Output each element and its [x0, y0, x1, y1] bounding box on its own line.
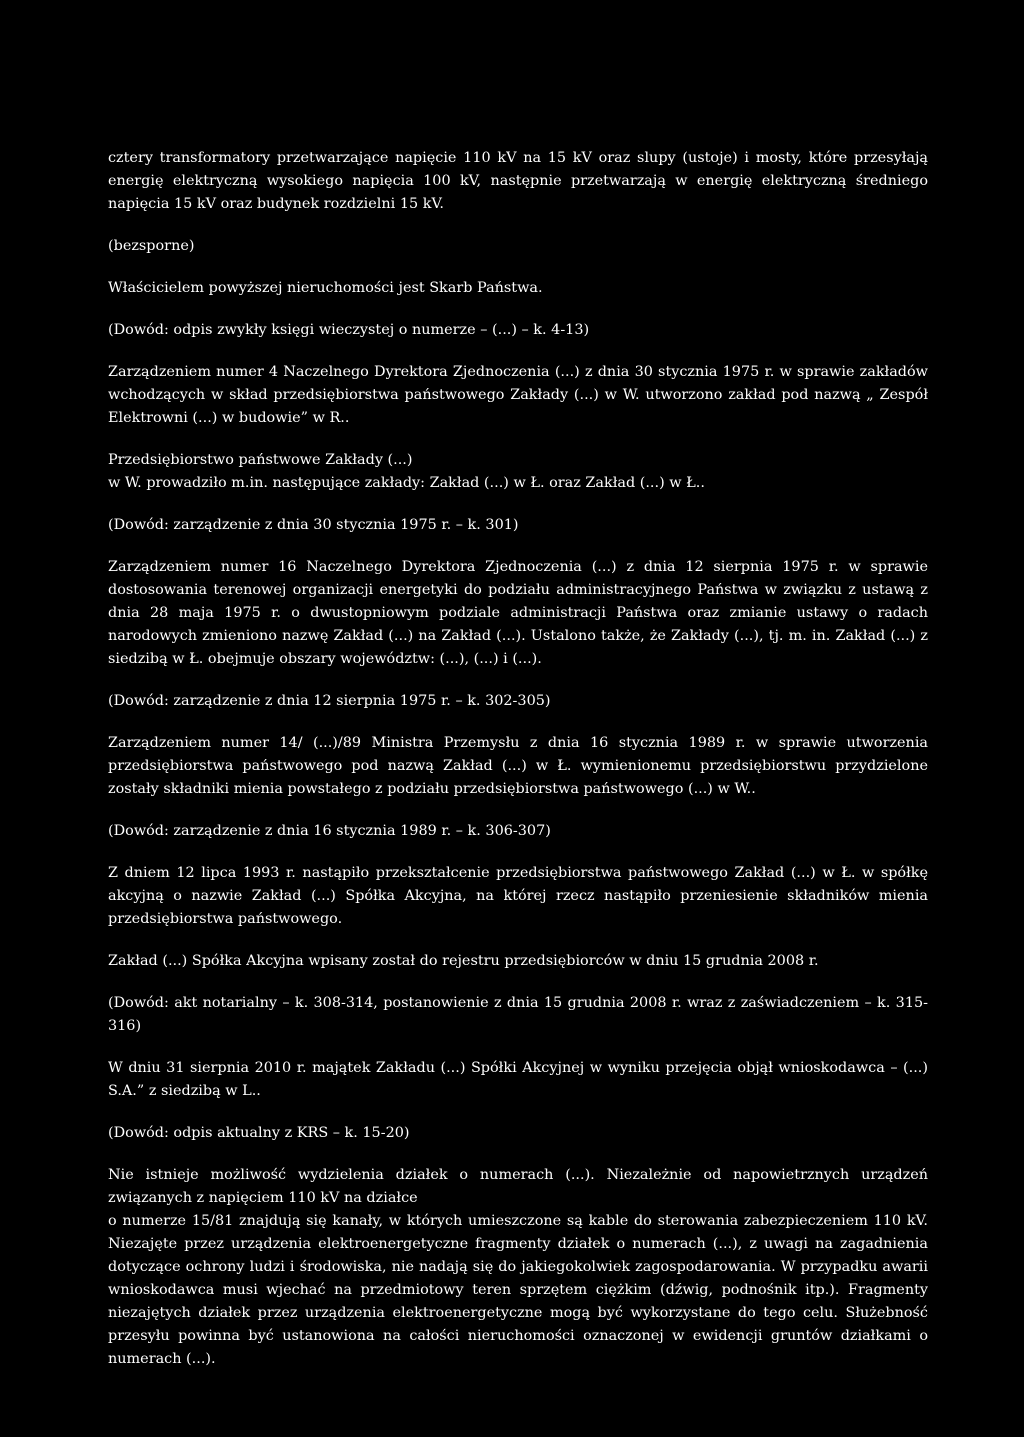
- paragraph-order-1989: Zarządzeniem numer 14/ (...)/89 Ministra Przemysłu z dnia 16 stycznia 1989 r. w sprawie utworzenia przedsiębiorstwa państwowego pod nazwą Zakład (...) w Ł. wymienionemu przedsiębiorstwu przydzielone zostały składniki mienia powstałego z podziału przedsiębiorstwa państwowego (...) w W..: [108, 735, 928, 797]
- paragraph-order-1975-january: Zarządzeniem numer 4 Naczelnego Dyrektora Zjednoczenia (...) z dnia 30 stycznia 1975 r. w sprawie zakładów wchodzących w skład przedsiębiorstwa państwowego Zakłady (...) w W. utworzono zakład pod nazwą „ Zespół Elektrowni (...) w budowie” w R..: [108, 364, 928, 426]
- paragraph-registration-2008: Zakład (...) Spółka Akcyjna wpisany został do rejestru przedsiębiorców w dniu 15 grudnia 2008 r.: [108, 953, 819, 969]
- paragraph-evidence-order-january: (Dowód: zarządzenie z dnia 30 stycznia 1975 r. – k. 301): [108, 517, 519, 533]
- paragraph-order-1975-august: Zarządzeniem numer 16 Naczelnego Dyrektora Zjednoczenia (...) z dnia 12 sierpnia 1975 r. w sprawie dostosowania terenowej organizacji energetyki do podziału administracyjnego Państwa w związku z ustawą z dnia 28 maja 1975 r. o dwustopniowym podziale administracji Państwa oraz zmianie ustawy o radach narodowych zmieniono nazwę Zakład (...) na Zakład (...). Ustalono także, że Zakłady (...), tj. m. in. Zakład (...) z siedzibą w Ł. obejmuje obszary województw: (...), (...) i (...).: [108, 559, 928, 667]
- paragraph-evidence-order-1989: (Dowód: zarządzenie z dnia 16 stycznia 1989 r. – k. 306-307): [108, 823, 551, 839]
- paragraph-owner: Właścicielem powyższej nieruchomości jest Skarb Państwa.: [108, 280, 543, 296]
- paragraph-undisputed: (bezsporne): [108, 238, 195, 254]
- paragraph-substation-description: cztery transformatory przetwarzające napięcie 110 kV na 15 kV oraz slupy (ustoje) i mosty, które przesyłają energię elektryczną wysokiego napięcia 100 kV, następnie przetwarzają w energię elektryczną średniego napięcia 15 kV oraz budynek rozdzielni 15 kV.: [108, 150, 928, 212]
- paragraph-transformation-1993: Z dniem 12 lipca 1993 r. nastąpiło przekształcenie przedsiębiorstwa państwowego Zakład (...) w Ł. w spółkę akcyjną o nazwie Zakład (...) Spółka Akcyjna, na której rzecz nastąpiło przeniesienie składników mienia przedsiębiorstwa państwowego.: [108, 865, 928, 927]
- paragraph-cable-channels: o numerze 15/81 znajdują się kanały, w których umieszczone są kable do sterowania zabezpieczeniem 110 kV. Niezajęte przez urządzenia elektroenergetyczne fragmenty działek o numerach (...), z uwagi na zagadnienia dotyczące ochrony ludzi i środowiska, nie nadają się do jakiegokolwiek zagospodarowania. W przypadku awarii wnioskodawca musi wjechać na przedmiotowy teren sprzętem ciężkim (dźwig, podnośnik itp.). Fragmenty niezajętych działek przez urządzenia elektroenergetyczne mogą być wykorzystane do tego celu. Służebność przesyłu powinna być ustanowiona na całości nieruchomości oznaczonej w ewidencji gruntów działkami o numerach (...).: [108, 1213, 928, 1367]
- paragraph-no-plot-division: Nie istnieje możliwość wydzielenia działek o numerach (...). Niezależnie od napowietrznych urządzeń związanych z napięciem 110 kV na działce: [108, 1167, 928, 1206]
- paragraph-state-enterprise: Przedsiębiorstwo państwowe Zakłady (...): [108, 452, 413, 468]
- paragraph-evidence-land-register: (Dowód: odpis zwykły księgi wieczystej o numerze – (...) – k. 4-13): [108, 322, 590, 338]
- paragraph-evidence-krs: (Dowód: odpis aktualny z KRS – k. 15-20): [108, 1125, 410, 1141]
- document-page: [108, 147, 928, 1390]
- paragraph-enterprise-plants: w W. prowadziło m.in. następujące zakłady: Zakład (...) w Ł. oraz Zakład (...) w Ł..: [108, 475, 705, 491]
- paragraph-evidence-order-august: (Dowód: zarządzenie z dnia 12 sierpnia 1975 r. – k. 302-305): [108, 693, 551, 709]
- paragraph-acquisition-2010: W dniu 31 sierpnia 2010 r. majątek Zakładu (...) Spółki Akcyjnej w wyniku przejęcia objął wnioskodawca – (...) S.A.” z siedzibą w L..: [108, 1060, 928, 1099]
- paragraph-evidence-notarial-deed: (Dowód: akt notarialny – k. 308-314, postanowienie z dnia 15 grudnia 2008 r. wraz z zaświadczeniem – k. 315-316): [108, 995, 928, 1034]
